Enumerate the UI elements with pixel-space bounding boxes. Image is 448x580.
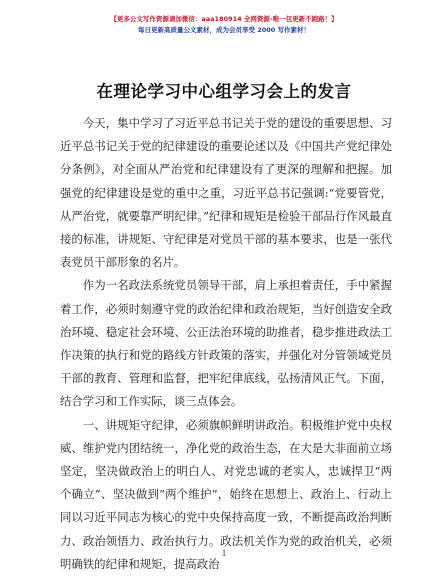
banner-line-membership: 每日更新高质量公文素材，成为会员享受 2000 写作素材！	[137, 26, 311, 34]
paragraph-role: 作为一名政法系统党员领导干部，肩上承担着责任，手中紧握着工作，必须时刻遵守党的政治纪律和政治规矩，当好创造安全政治环境、稳定社会环境、公正法治环境的助推者，稳步推进政法工作决策的执行和党的路线方针政策的落实，并强化对分管领域党员干部的教育、管理和监督，把牢纪律底线，弘扬清风正气。下面，结合学习和工作实际，谈三点体会。	[60, 278, 392, 409]
banner-line-resources: 【更多公文写作资源请加微信：aaa180914 全网资源-唯一包更新不跑路！】	[110, 15, 338, 23]
header-banner	[0, 14, 448, 36]
paragraph-point-one: 一、讲规矩守纪律，必须旗帜鲜明讲政治。积极维护党中央权威、维护党内团结统一，净化党的政治生态，在大是大非面前立场坚定，坚决做政治上的明白人、对党忠诚的老实人，忠诚捍卫“两个确立”、坚决做到“两个维护”，始终在思想上、政治上、行动上同以习近平同志为核心的党中央保持高度一致，不断提高政治判断力、政治领悟力、政治执行力。政法机关作为党的政治机关，必须明确铁的纪律和规矩，提高政治	[60, 417, 392, 571]
document-body	[60, 112, 392, 576]
page-number: 1	[221, 548, 227, 558]
document-title: 在理论学习中心组学习会上的发言	[96, 82, 352, 101]
paragraph-intro: 今天，集中学习了习近平总书记关于党的建设的重要思想、习近平总书记关于党的纪律建设的重要论述以及《中国共产党纪律处分条例》，对全面从严治党和纪律建设有了更深的理解和把握。加强党的纪律建设是党的重中之重，习近平总书记强调:“党要管党，从严治党，就要靠严明纪律。”纪律和规矩是检验干部品行作风最直接的标准，讲规矩、守纪律是对党员干部的基本要求，也是一张代表党员干部形象的名片。	[60, 116, 392, 270]
